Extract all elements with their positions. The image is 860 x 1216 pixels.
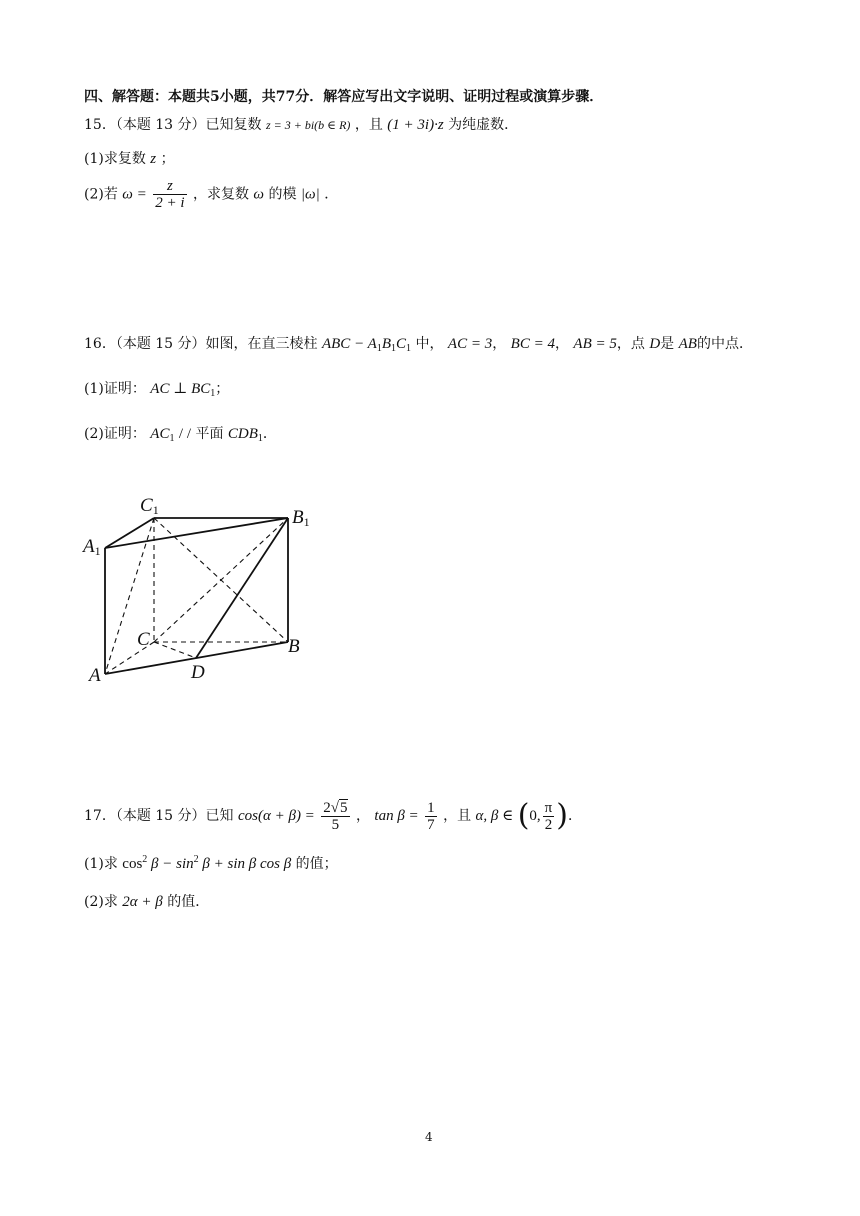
q17-p1-end: 的值；: [295, 856, 338, 872]
q17-cos-num-root: 5: [340, 799, 348, 816]
question-16-stem: [84, 333, 753, 354]
q15-p2-numerator: z: [153, 178, 186, 195]
q17-tan-denominator: 7: [427, 816, 435, 833]
q16-p1-expr: AC ⊥ BC: [150, 381, 211, 397]
q16-p1-end: ；: [215, 381, 230, 397]
q16-p2-label: (2)证明：: [84, 426, 146, 442]
q17-p1-label: (1)求: [84, 856, 118, 872]
prism-hidden-edges: [105, 518, 288, 674]
q17-interval-fraction: [543, 800, 555, 833]
q15-text: ，且: [354, 117, 383, 133]
question-17-stem: [84, 796, 582, 836]
label-b: B: [288, 636, 300, 657]
q16-prism-b: B: [381, 336, 391, 352]
segment-d-b1: [196, 518, 288, 658]
question-15-part-1: [84, 148, 175, 168]
q16-bc: BC = 4: [510, 336, 555, 352]
q17-cos-numerator: 2√5: [323, 799, 348, 816]
q17-interval-start: 0,: [529, 808, 541, 824]
q17-left-paren: (: [517, 798, 530, 833]
question-16-part-2: [84, 423, 277, 444]
q16-p2-parallel: / /: [178, 426, 192, 442]
q15-p2-lhs: ω =: [122, 186, 147, 203]
label-d: D: [191, 662, 205, 683]
q16-sub: 1: [391, 343, 396, 354]
q17-p2-end: 的值．: [167, 894, 210, 910]
q15-p2-label: (2)若: [84, 186, 118, 203]
q17-right-paren: ): [556, 798, 568, 833]
q17-p1-tail: β + sin β cos β: [202, 856, 292, 872]
q16-p2-end: ．: [262, 426, 277, 442]
q16-p2-math-b: [228, 426, 263, 442]
q17-tan-lhs: tan β =: [374, 808, 419, 824]
q15-p2-var: ω: [253, 186, 265, 203]
q17-p1-expr: [122, 856, 291, 872]
q17-cos-denominator: 5: [331, 816, 340, 833]
q17-cos-num-coef: 2: [323, 799, 331, 816]
q17-p1-sq: 2: [142, 854, 148, 865]
q17-p1-cos: cos: [122, 856, 143, 872]
q16-sub: 1: [376, 343, 382, 354]
label-c1-letter: C: [140, 495, 153, 516]
q15-p2-end: ．: [324, 186, 339, 203]
q17-text: ，且: [443, 808, 472, 824]
q15-p2-text: ，求复数: [192, 186, 249, 203]
question-15-part-2: [84, 178, 338, 211]
label-b1-sub: 1: [303, 515, 310, 529]
q17-number: 17．（本题 15 分）已知: [84, 808, 234, 824]
q17-condition: α, β ∈: [475, 808, 514, 824]
q16-sub: 1: [210, 388, 216, 399]
q16-prism-c: C: [396, 336, 407, 352]
q16-text-end: 的中点．: [696, 336, 753, 352]
question-15-stem: [84, 114, 518, 134]
q16-sub: 1: [406, 343, 412, 354]
q17-sep: ，: [355, 808, 370, 824]
q17-p1-sq2: 2: [193, 854, 199, 865]
q16-p2-plane: 平面: [195, 426, 224, 442]
q15-p1-var: z: [150, 151, 157, 167]
q16-comma: ，: [554, 336, 569, 352]
q15-p2-denominator: 2 + i: [155, 195, 185, 211]
q16-d: D: [649, 336, 661, 352]
segment-c-d: [154, 642, 196, 658]
q17-p1-sin: β − sin: [151, 856, 194, 872]
prism-figure: [80, 490, 320, 690]
q15-p2-fraction: [153, 178, 186, 211]
label-a1-sub: 1: [94, 544, 101, 558]
q16-text: 是: [660, 336, 675, 352]
q16-comma: ，: [492, 336, 507, 352]
label-a1: [81, 536, 101, 558]
q16-number: 16．（本题 15 分）如图，在直三棱柱: [84, 336, 318, 352]
question-17-part-2: [84, 891, 209, 911]
q16-sub: 1: [169, 433, 175, 444]
q15-text-end: 为纯虚数．: [448, 117, 519, 133]
q15-condition: (1 + 3i)·z: [387, 117, 444, 133]
question-16-part-1: [84, 378, 229, 399]
label-c1: [140, 495, 159, 517]
q15-given: z = 3 + bi(b ∈ R): [265, 118, 351, 132]
q15-p1-end: ；: [160, 151, 175, 167]
prism-solid-edges: [105, 518, 288, 674]
q16-sub: 1: [257, 433, 263, 444]
q16-text: 中，: [415, 336, 444, 352]
q16-p2-cdb: CDB: [227, 426, 258, 442]
label-b1: [292, 507, 310, 529]
q16-p1-label: (1)证明：: [84, 381, 146, 397]
label-a: A: [89, 665, 101, 686]
q17-cos-lhs: cos(α + β) =: [237, 808, 315, 824]
q15-p2-abs: |ω|: [300, 186, 320, 203]
q16-p1-math: [150, 381, 215, 397]
q16-p2-math-a: [150, 426, 174, 442]
question-17-part-1: [84, 853, 338, 873]
q16-ab2: AB: [678, 336, 697, 352]
page-number: 4: [425, 1130, 433, 1144]
q17-int-numerator: π: [544, 799, 553, 816]
q17-tan-numerator: 1: [427, 799, 435, 816]
label-c: C: [137, 629, 150, 650]
q17-text-end: ．: [567, 808, 582, 824]
q16-ab: AB = 5: [573, 336, 617, 352]
q16-prism-head: ABC − A: [321, 336, 377, 352]
section-header: 四、解答题：本题共5小题，共77分．解答应写出文字说明、证明过程或演算步骤．: [84, 89, 604, 105]
q15-p1-label: (1)求复数: [84, 151, 146, 167]
q16-p2-ac: AC: [150, 426, 170, 442]
q16-prism: [322, 336, 411, 352]
q15-number: 15．（本题 13 分）已知复数: [84, 117, 262, 133]
label-a1-letter: A: [83, 536, 95, 557]
q16-ac: AC = 3: [447, 336, 493, 352]
q17-p2-expr: 2α + β: [122, 894, 163, 910]
label-b1-letter: B: [292, 507, 304, 528]
q15-p2-text2: 的模: [268, 186, 297, 203]
q17-p2-label: (2)求: [84, 894, 118, 910]
q17-int-denominator: 2: [544, 816, 553, 833]
q17-cos-fraction: [321, 800, 349, 833]
q16-text: ，点: [616, 336, 645, 352]
q17-tan-fraction: [425, 800, 437, 833]
label-c1-sub: 1: [152, 503, 159, 517]
